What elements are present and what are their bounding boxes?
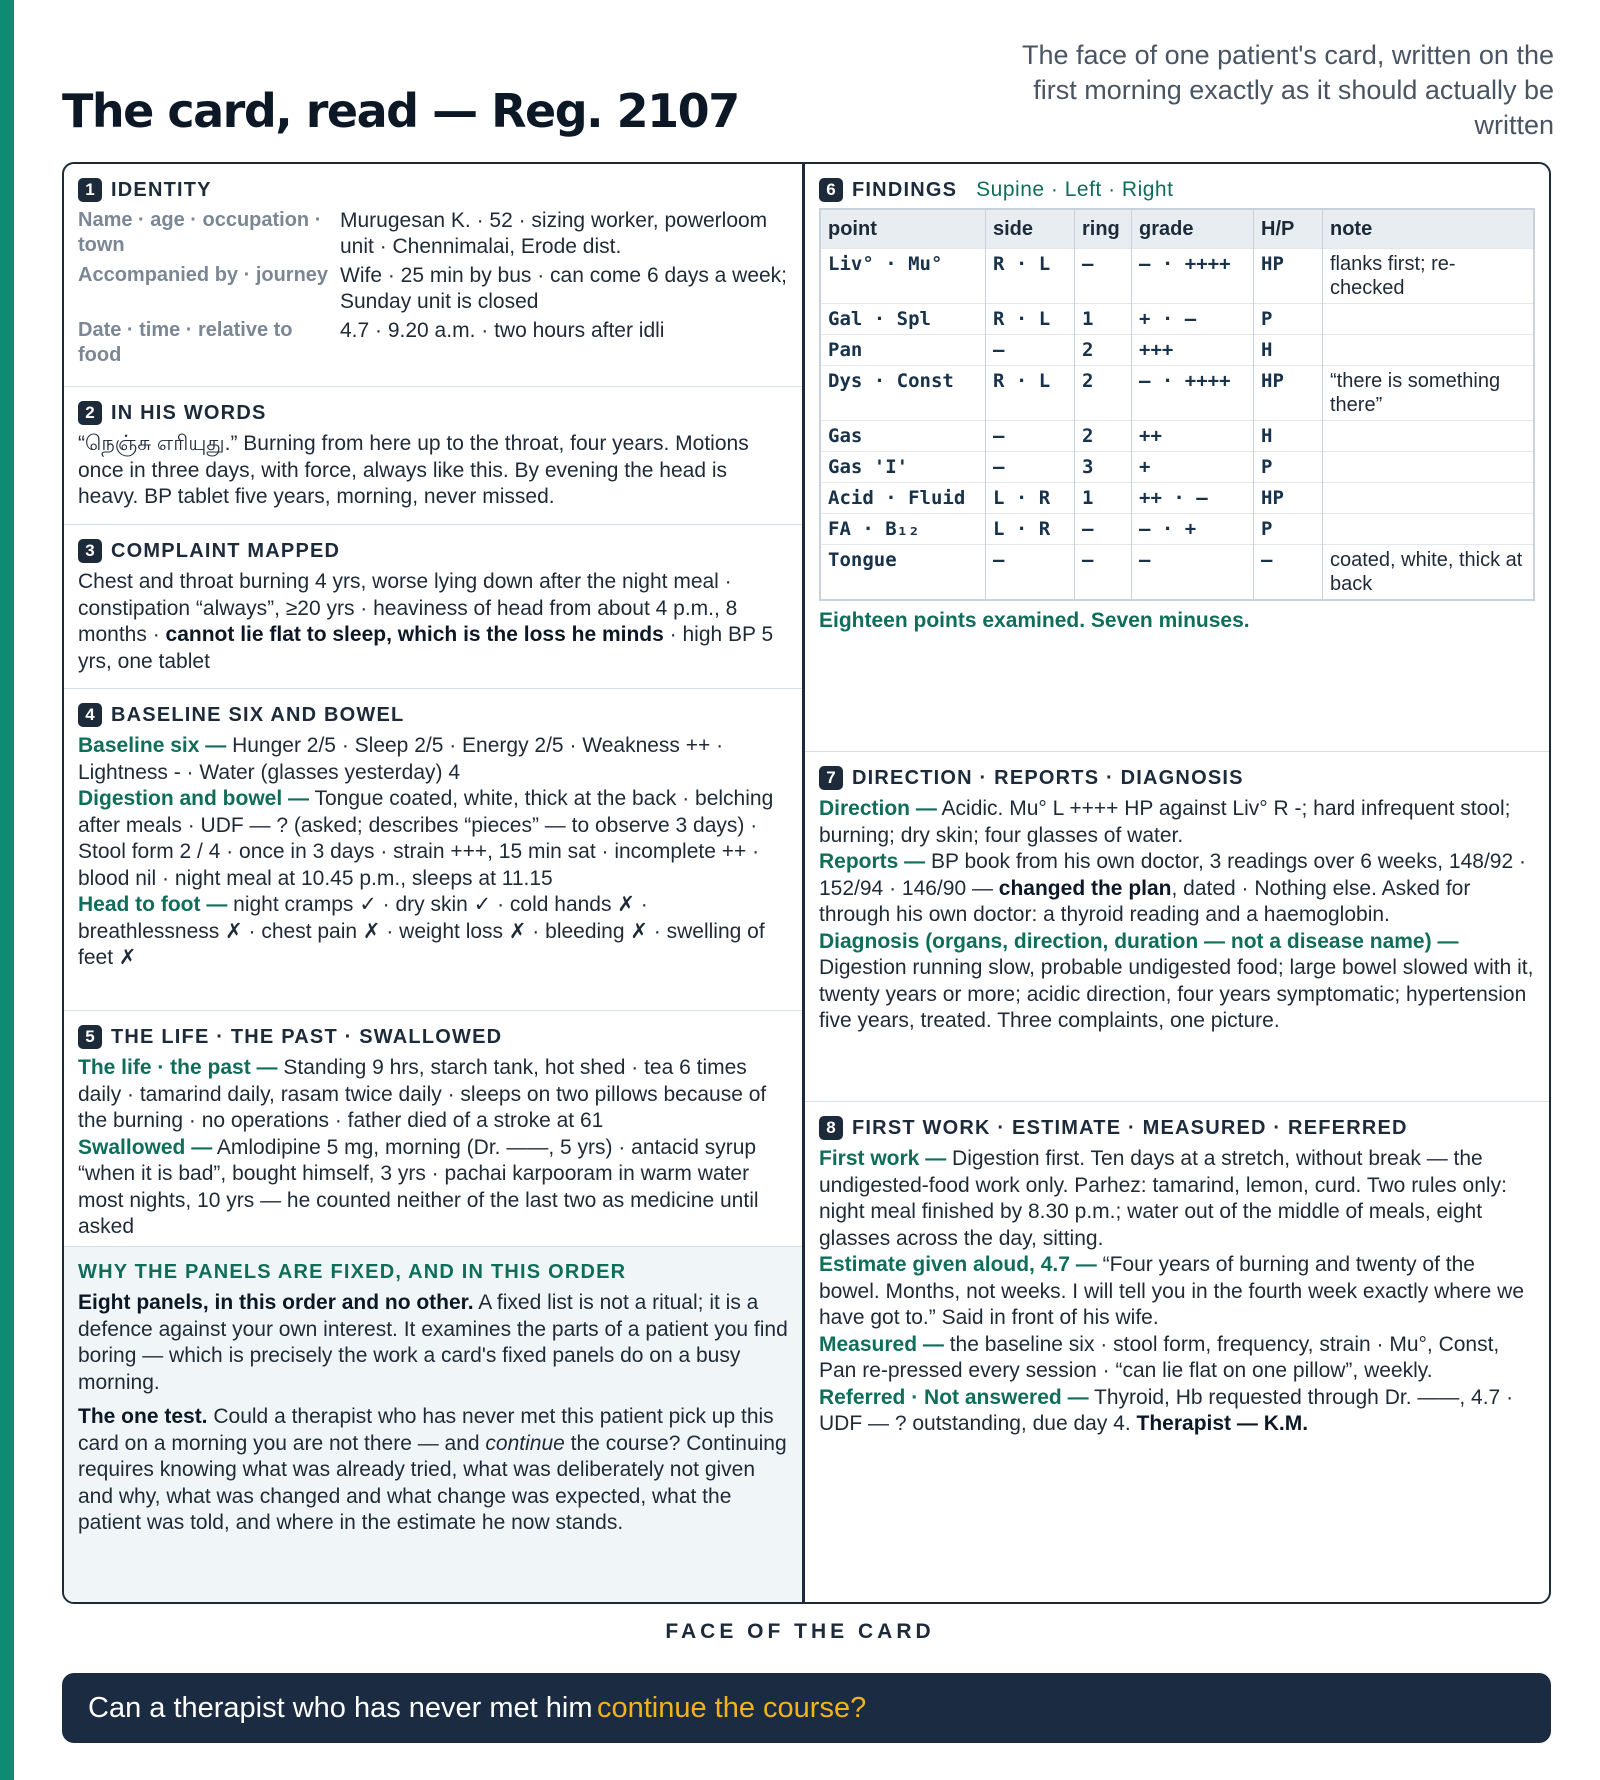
cell-note — [1323, 304, 1535, 335]
diagnosis-text — [819, 929, 1535, 1035]
digestion-bowel-text — [78, 786, 788, 892]
card-left-column — [64, 164, 805, 1602]
cell-ring: – — [1075, 514, 1132, 545]
why-p2-lead: The one test. — [78, 1405, 208, 1428]
cell-note: coated, white, thick at back — [1323, 545, 1535, 601]
cell-hp: HP — [1254, 249, 1323, 304]
panel-header — [819, 766, 1535, 790]
therapist-signature: Therapist — K.M. — [1136, 1412, 1309, 1435]
cell-ring: 3 — [1075, 452, 1132, 483]
table-row — [820, 545, 1534, 601]
cell-ring: 2 — [1075, 366, 1132, 421]
why-p2-text-a: Could a therapist who has never met this patient pick up this card on a morning you are not there — and — [78, 1405, 774, 1455]
cell-grade: – · ++++ — [1132, 249, 1254, 304]
identity-label: Accompanied by · journey — [78, 264, 329, 286]
head-to-foot-label: Head to foot — — [78, 893, 228, 916]
panel-title: IN HIS WORDS — [111, 401, 267, 424]
panel-title: DIRECTION · REPORTS · DIAGNOSIS — [852, 766, 1244, 789]
panel-title: WHY THE PANELS ARE FIXED, AND IN THIS ORDER — [78, 1261, 627, 1283]
why-p2-emphasis: continue — [485, 1431, 565, 1455]
table-row — [820, 483, 1534, 514]
reports-value-b: , dated · Nothing else. Asked for through his own doctor: a thyroid reading and a haemoglobin. — [819, 876, 1471, 926]
why-paragraph-1 — [78, 1290, 788, 1396]
panel-header — [78, 1025, 788, 1049]
digestion-bowel-value: Tongue coated, white, thick at the back · belching after meals · UDF — ? (asked; describes “pieces” — to observe 3 days) · Stool form 2 / 4 · once in 3 days · strain +++, 15 min sat · incomplete ++ · blood nil · night meal at 10.45 p.m., sleeps at 11.15 — [78, 787, 774, 890]
cell-note — [1323, 452, 1535, 483]
first-work-label: First work — — [819, 1147, 947, 1170]
panel-header — [819, 1116, 1535, 1140]
card-right-column — [805, 164, 1549, 1602]
panel-header — [78, 1261, 788, 1284]
life-past-value: Standing 9 hrs, starch tank, hot shed · tea 6 times daily · tamarind daily, rasam twice daily · sleeps on two pillows because of the burning · no operations · father died of a stroke at 61 — [78, 1056, 767, 1132]
cell-hp: HP — [1254, 366, 1323, 421]
panel-number-badge: 6 — [819, 178, 843, 202]
table-row — [820, 366, 1534, 421]
why-paragraph-2 — [78, 1404, 788, 1537]
panel-header — [78, 178, 788, 202]
direction-label: Direction — — [819, 797, 937, 820]
complaint-text-b: · high BP 5 yrs, one tablet — [78, 623, 774, 673]
cell-ring: 2 — [1075, 335, 1132, 366]
cell-hp: P — [1254, 304, 1323, 335]
estimate-text — [819, 1252, 1535, 1332]
panel-title: COMPLAINT MAPPED — [111, 539, 341, 562]
reports-text — [819, 849, 1535, 929]
diagnosis-label: Diagnosis (organs, direction, duration — not a disease name) — — [819, 929, 1459, 953]
table-row — [820, 452, 1534, 483]
cell-note: “there is something there” — [1323, 366, 1535, 421]
panel-in-his-words — [64, 387, 802, 525]
cell-note — [1323, 483, 1535, 514]
panel-number-badge: 1 — [78, 178, 102, 202]
column-header: H/P — [1254, 209, 1323, 249]
life-past-label: The life · the past — — [78, 1056, 278, 1079]
complaint-text-a: Chest and throat burning 4 yrs, worse lying down after the night meal · constipation “always”, ≥20 yrs · heaviness of head from about 4 p.m., 8 months · — [78, 570, 738, 646]
findings-table — [819, 208, 1535, 601]
cell-point: Gal · Spl — [820, 304, 986, 335]
referred-text — [819, 1385, 1535, 1438]
measured-label: Measured — — [819, 1332, 944, 1356]
table-row — [820, 421, 1534, 452]
findings-header-row — [820, 209, 1534, 249]
identity-grid — [78, 208, 788, 368]
first-work-value: Digestion first. Ten days at a stretch, without break — the undigested-food work only. Parhez: tamarind, lemon, curd. Two rules only: night meal finished by 8.30 p.m.; water out of the middle of meals, eight glasses across the day, sitting. — [819, 1147, 1507, 1250]
panel-first-work — [805, 1102, 1549, 1602]
cell-hp: H — [1254, 335, 1323, 366]
cell-grade: – · ++++ — [1132, 366, 1254, 421]
referred-label: Referred · Not answered — — [819, 1385, 1089, 1409]
panel-complaint-mapped — [64, 525, 802, 689]
question-accent: continue the course? — [596, 1691, 867, 1724]
panel-number-badge: 8 — [819, 1116, 843, 1140]
cell-side: L · R — [986, 483, 1075, 514]
panel-identity — [64, 164, 802, 387]
cell-side: – — [986, 545, 1075, 601]
swallowed-label: Swallowed — — [78, 1135, 213, 1159]
panel-number-badge: 2 — [78, 401, 102, 425]
cell-grade: – · + — [1132, 514, 1254, 545]
why-p1-text: A fixed list is not a ritual; it is a defence against your own interest. It examines the parts of a patient you find boring — which is precisely the work a card's fixed panels do on a busy morning. — [78, 1291, 788, 1394]
panel-title: THE LIFE · THE PAST · SWALLOWED — [111, 1025, 503, 1048]
cell-point: Gas — [820, 421, 986, 452]
why-p2-text-b: the course? Continuing requires knowing what was already tried, what was deliberately not given and why, what was changed and what change was expected, what the patient was told, and where in the estimate he now stands. — [78, 1431, 787, 1534]
identity-value: 4.7 · 9.20 a.m. · two hours after idli — [340, 319, 665, 342]
face-of-card-label: FACE OF THE CARD — [665, 1620, 935, 1643]
cell-point: Liv° · Mu° — [820, 249, 986, 304]
cell-grade: ++ — [1132, 421, 1254, 452]
cell-side: – — [986, 335, 1075, 366]
panel-header — [819, 178, 1535, 202]
findings-summary: Eighteen points examined. Seven minuses. — [819, 609, 1250, 632]
cell-side: – — [986, 452, 1075, 483]
panel-header — [78, 703, 788, 727]
identity-label: Name · age · occupation · town — [78, 209, 322, 256]
patient-words-text: “நெஞ்சு எரியுது.” Burning from here up to the throat, four years. Motions once in three days, with force, always like this. By evening the head is heavy. BP tablet five years, morning, never missed. — [78, 432, 749, 508]
cell-ring: – — [1075, 545, 1132, 601]
table-row — [820, 304, 1534, 335]
panel-header — [78, 539, 788, 563]
cell-side: – — [986, 421, 1075, 452]
cell-grade: + · – — [1132, 304, 1254, 335]
panel-title: FINDINGS — [852, 178, 958, 201]
panel-number-badge: 7 — [819, 766, 843, 790]
swallowed-value: Amlodipine 5 mg, morning (Dr. ——, 5 yrs) · antacid syrup “when it is bad”, bought himself, 3 yrs · pachai karpooram in warm water most nights, 10 yrs — he counted neither of the last two as medicine until asked — [78, 1135, 759, 1238]
panel-findings — [805, 164, 1549, 752]
left-accent-stripe — [0, 0, 14, 1780]
diagnosis-value: Digestion running slow, probable undigested food; large bowel slowed with it, twenty years or more; acidic direction, four years symptomatic; hypertension five years, treated. Three complaints, one picture. — [819, 956, 1534, 1032]
referred-value: Thyroid, Hb requested through Dr. ——, 4.7 · UDF — ? outstanding, due day 4. — [819, 1385, 1514, 1435]
panel-title: BASELINE SIX AND BOWEL — [111, 703, 405, 726]
identity-label: Date · time · relative to food — [78, 319, 293, 366]
panel-baseline-six — [64, 689, 802, 1011]
complaint-key-loss: cannot lie flat to sleep, which is the loss he minds — [165, 623, 664, 646]
column-header: grade — [1132, 209, 1254, 249]
column-header: point — [820, 209, 986, 249]
page-subtitle: The face of one patient's card, written on the first morning exactly as it should actually be written — [1022, 40, 1554, 140]
swallowed-text — [78, 1135, 788, 1241]
cell-point: Gas 'I' — [820, 452, 986, 483]
cell-hp: P — [1254, 514, 1323, 545]
panel-header — [78, 401, 788, 425]
cell-side: R · L — [986, 366, 1075, 421]
reports-value-a: BP book from his own doctor, 3 readings over 6 weeks, 148/92 · 152/94 · 146/90 — — [819, 850, 1526, 900]
column-header: ring — [1075, 209, 1132, 249]
cell-note — [1323, 335, 1535, 366]
cell-hp: – — [1254, 545, 1323, 601]
cell-ring: 2 — [1075, 421, 1132, 452]
column-header: note — [1323, 209, 1535, 249]
panel-direction-reports-diagnosis — [805, 752, 1549, 1102]
cell-ring: 1 — [1075, 483, 1132, 514]
reports-label: Reports — — [819, 850, 926, 873]
column-header: side — [986, 209, 1075, 249]
cell-grade: +++ — [1132, 335, 1254, 366]
cell-ring: – — [1075, 249, 1132, 304]
estimate-value: “Four years of burning and twenty of the bowel. Months, not weeks. I will tell you in the fourth week exactly where we have got to.” Said in front of his wife. — [819, 1253, 1524, 1329]
cell-side: R · L — [986, 304, 1075, 335]
estimate-label: Estimate given aloud, 4.7 — — [819, 1253, 1097, 1276]
question-text: Can a therapist who has never met him — [88, 1691, 593, 1724]
cell-point: Dys · Const — [820, 366, 986, 421]
table-row — [820, 249, 1534, 304]
cell-note — [1323, 514, 1535, 545]
baseline-six-label: Baseline six — — [78, 734, 227, 757]
head-to-foot-text — [78, 892, 788, 972]
cell-grade: + — [1132, 452, 1254, 483]
cell-hp: H — [1254, 421, 1323, 452]
why-p1-lead: Eight panels, in this order and no other. — [78, 1291, 474, 1314]
question-banner — [62, 1673, 1551, 1743]
page-title: The card, read — Reg. 2107 — [62, 84, 739, 138]
identity-value: Murugesan K. · 52 · sizing worker, powerloom unit · Chennimalai, Erode dist. — [340, 209, 768, 258]
baseline-six-text — [78, 733, 788, 786]
panel-title: IDENTITY — [111, 178, 212, 201]
cell-ring: 1 — [1075, 304, 1132, 335]
head-to-foot-value: night cramps ✓ · dry skin ✓ · cold hands ✗ · breathlessness ✗ · chest pain ✗ · weight loss ✗ · bleeding ✗ · swelling of feet ✗ — [78, 893, 765, 969]
cell-point: Tongue — [820, 545, 986, 601]
findings-positions: Supine · Left · Right — [976, 178, 1174, 201]
cell-grade: ++ · – — [1132, 483, 1254, 514]
cell-grade: – — [1132, 545, 1254, 601]
cell-point: FA · B₁₂ — [820, 514, 986, 545]
cell-note — [1323, 421, 1535, 452]
reports-changed-plan: changed the plan — [998, 876, 1172, 900]
cell-side: R · L — [986, 249, 1075, 304]
baseline-six-value: Hunger 2/5 · Sleep 2/5 · Energy 2/5 · Weakness ++ · Lightness - · Water (glasses yesterday) 4 — [78, 734, 724, 784]
panel-number-badge: 5 — [78, 1025, 102, 1049]
table-row — [820, 514, 1534, 545]
table-row — [820, 335, 1534, 366]
panel-life-past-swallowed — [64, 1011, 802, 1247]
digestion-bowel-label: Digestion and bowel — — [78, 787, 310, 810]
panel-title: FIRST WORK · ESTIMATE · MEASURED · REFERRED — [852, 1116, 1408, 1139]
patient-card — [62, 162, 1551, 1604]
cell-note: flanks first; re-checked — [1323, 249, 1535, 304]
cell-point: Pan — [820, 335, 986, 366]
identity-value: Wife · 25 min by bus · can come 6 days a week; Sunday unit is closed — [340, 264, 788, 313]
cell-side: L · R — [986, 514, 1075, 545]
life-past-text — [78, 1055, 788, 1135]
panel-number-badge: 4 — [78, 703, 102, 727]
complaint-text — [78, 569, 788, 675]
panel-number-badge: 3 — [78, 539, 102, 563]
cell-hp: HP — [1254, 483, 1323, 514]
measured-value: the baseline six · stool form, frequency, strain · Mu°, Const, Pan re-pressed every session · “can lie flat on one pillow”, weekly. — [819, 1332, 1500, 1382]
measured-text — [819, 1332, 1535, 1385]
cell-hp: P — [1254, 452, 1323, 483]
first-work-text — [819, 1146, 1535, 1252]
cell-point: Acid · Fluid — [820, 483, 986, 514]
direction-value: Acidic. Mu° L ++++ HP against Liv° R -; hard infrequent stool; burning; dry skin; four glasses of water. — [819, 797, 1511, 847]
panel-why-fixed — [64, 1247, 802, 1604]
direction-text — [819, 796, 1535, 849]
